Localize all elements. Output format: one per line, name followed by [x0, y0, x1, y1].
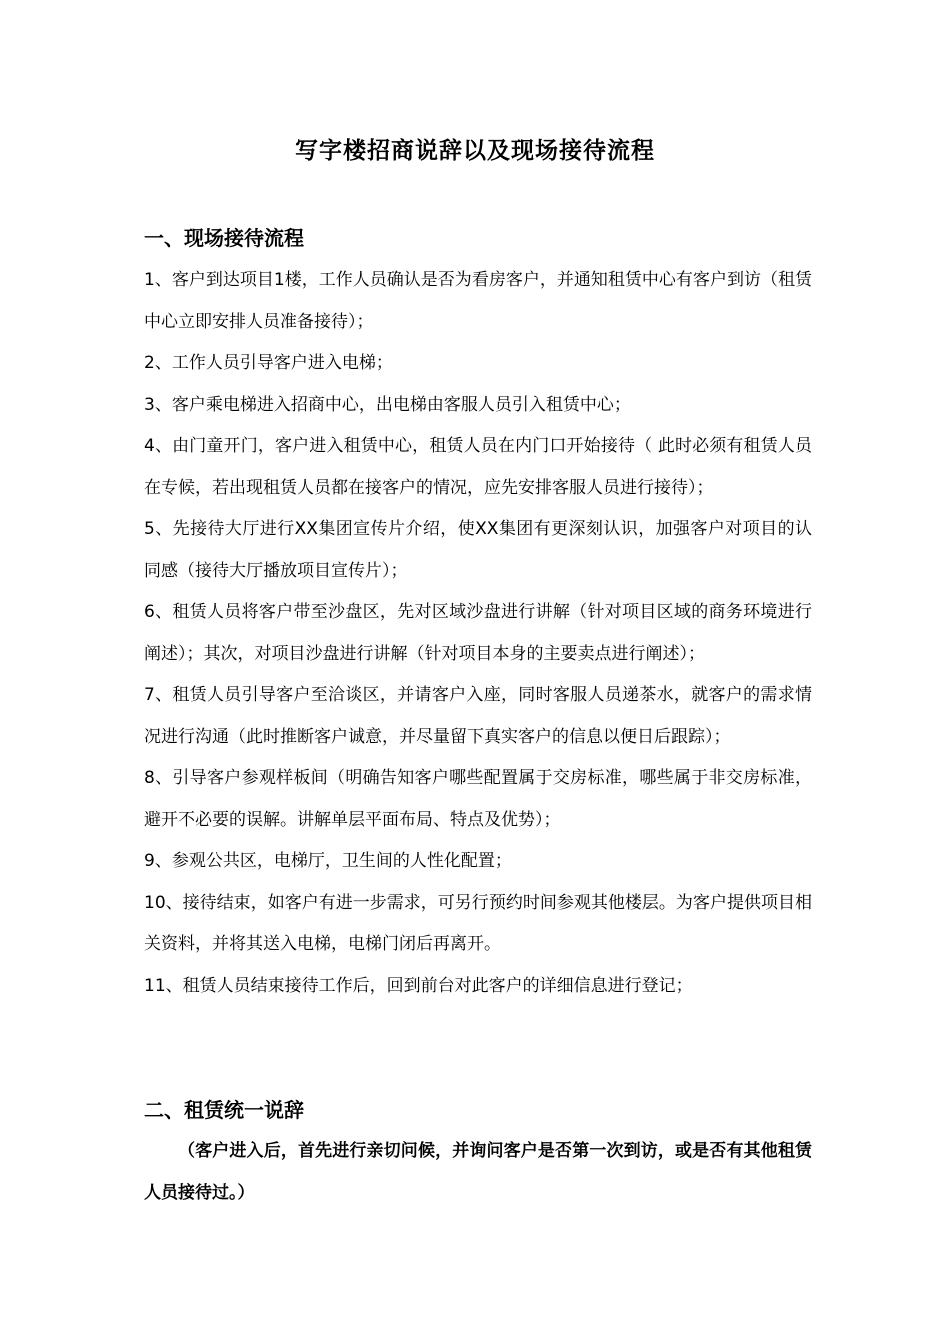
list-item: 9、参观公共区，电梯厅，卫生间的人性化配置； [144, 851, 512, 871]
list-item: 1、客户到达项目1楼，工作人员确认是否为看房客户，并通知租赁中心有客户到访（租赁中心立即安排人员准备接待）； [144, 270, 812, 332]
list-item: 6、租赁人员将客户带至沙盘区，先对区域沙盘进行讲解（针对项目区域的商务环境进行阐述）；其次，对项目沙盘进行讲解（针对项目本身的主要卖点进行阐述）； [144, 602, 812, 664]
list-item: 10、接待结束，如客户有进一步需求，可另行预约时间参观其他楼层。为客户提供项目相关资料，并将其送入电梯，电梯门闭后再离开。 [144, 892, 812, 954]
document-title: 写字楼招商说辞以及现场接待流程 [295, 138, 655, 164]
list-item: 11、租赁人员结束接待工作后，回到前台对此客户的详细信息进行登记； [144, 975, 693, 996]
reception-steps-list [144, 260, 812, 1007]
leasing-script-intro: （客户进入后，首先进行亲切问候，并询问客户是否第一次到访，或是否有其他租赁人员接待过。） [144, 1141, 812, 1203]
list-item: 4、由门童开门，客户进入租赁中心，租赁人员在内门口开始接待（ 此时必须有租赁人员在专候，若出现租赁人员都在接客户的情况，应先安排客服人员进行接待）； [144, 436, 812, 498]
list-item: 7、租赁人员引导客户至洽谈区，并请客户入座，同时客服人员递茶水，就客户的需求情况进行沟通（此时推断客户诚意，并尽量留下真实客户的信息以便日后跟踪）； [144, 685, 812, 747]
section-heading-leasing-script: 二、租赁统一说辞 [144, 1098, 304, 1122]
list-item: 5、先接待大厅进行XX集团宣传片介绍，使XX集团有更深刻认识，加强客户对项目的认同感（接待大厅播放项目宣传片）； [144, 519, 812, 581]
list-item: 3、客户乘电梯进入招商中心，出电梯由客服人员引入租赁中心； [144, 394, 631, 415]
list-item: 2、工作人员引导客户进入电梯； [144, 353, 393, 373]
list-item: 8、引导客户参观样板间（明确告知客户哪些配置属于交房标准，哪些属于非交房标准，避开不必要的误解。讲解单层平面布局、特点及优势）； [144, 768, 812, 830]
section-heading-reception-process: 一、现场接待流程 [144, 226, 304, 250]
